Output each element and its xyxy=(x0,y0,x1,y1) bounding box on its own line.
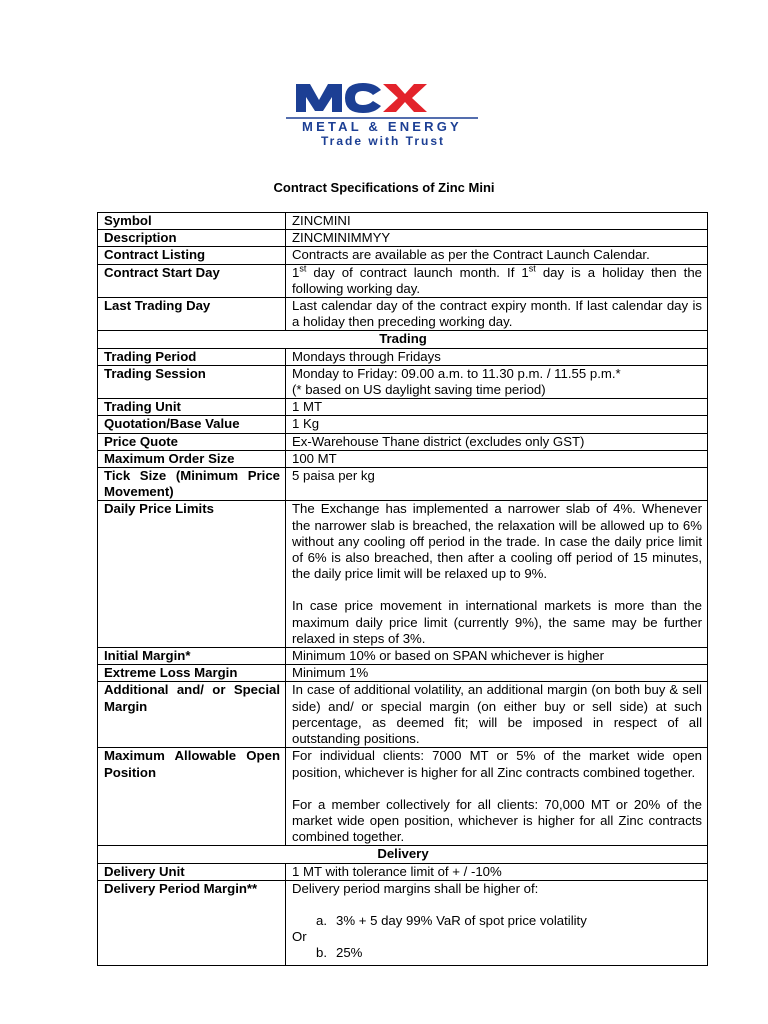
delivery-margin-or: Or xyxy=(292,929,307,945)
value-max-open-position xyxy=(286,748,708,846)
value-daily-price-limits xyxy=(286,501,708,648)
label-additional-special-margin: Additional and/ or Special Margin xyxy=(98,682,286,748)
row-contract-start-day xyxy=(98,264,708,297)
trading-session-hours: Monday to Friday: 09.00 a.m. to 11.30 p.m. / 11.55 p.m.* xyxy=(292,365,621,381)
row-price-quote xyxy=(98,433,708,450)
row-symbol xyxy=(98,213,708,230)
row-delivery-period-margin xyxy=(98,880,708,965)
row-tick-size xyxy=(98,468,708,501)
row-contract-listing xyxy=(98,247,708,264)
delivery-period-margin-intro: Delivery period margins shall be higher of: xyxy=(292,880,539,896)
row-additional-special-margin xyxy=(98,682,708,748)
label-symbol: Symbol xyxy=(98,213,286,230)
mcx-logo xyxy=(283,78,483,150)
label-delivery-period-margin: Delivery Period Margin** xyxy=(98,880,286,965)
label-initial-margin: Initial Margin* xyxy=(98,648,286,665)
row-max-open-position xyxy=(98,748,708,846)
label-contract-start-day: Contract Start Day xyxy=(98,264,286,297)
value-delivery-period-margin xyxy=(286,880,708,965)
value-initial-margin: Minimum 10% or based on SPAN whichever is higher xyxy=(286,648,708,665)
value-description: ZINCMINIMMYY xyxy=(286,230,708,247)
value-trading-period: Mondays through Fridays xyxy=(286,348,708,365)
row-initial-margin xyxy=(98,648,708,665)
daily-price-limits-para-2: In case price movement in international markets is more than the maximum daily price limit (currently 9%), the same may be further relaxed in steps of 3%. xyxy=(292,598,702,646)
row-maximum-order-size xyxy=(98,450,708,467)
label-description: Description xyxy=(98,230,286,247)
label-contract-listing: Contract Listing xyxy=(98,247,286,264)
row-delivery-unit xyxy=(98,863,708,880)
label-quotation-base-value: Quotation/Base Value xyxy=(98,416,286,433)
delivery-margin-option-b: b. 25% xyxy=(316,945,363,961)
logo-metal-energy: METAL & ENERGY xyxy=(302,119,462,134)
label-max-open-position: Maximum Allowable Open Position xyxy=(98,748,286,846)
value-contract-start-day: 1st day of contract launch month. If 1st day is a holiday then the following working day. xyxy=(286,264,708,297)
label-tick-size: Tick Size (Minimum Price Movement) xyxy=(98,468,286,501)
label-maximum-order-size: Maximum Order Size xyxy=(98,450,286,467)
contract-spec-table xyxy=(97,212,708,966)
row-trading-period xyxy=(98,348,708,365)
section-trading xyxy=(98,331,708,348)
label-trading-session: Trading Session xyxy=(98,365,286,398)
row-daily-price-limits xyxy=(98,501,708,648)
value-symbol: ZINCMINI xyxy=(286,213,708,230)
max-open-position-individual: For individual clients: 7000 MT or 5% of the market wide open position, whichever is higher for all Zinc contracts combined together. xyxy=(292,748,702,780)
label-extreme-loss-margin: Extreme Loss Margin xyxy=(98,665,286,682)
row-trading-unit xyxy=(98,399,708,416)
daily-price-limits-para-1: The Exchange has implemented a narrower slab of 4%. Whenever the narrower slab is breached, the relaxation will be allowed up to 6% without any cooling off period in the trade. In case the daily price limit of 6% is also breached, then after a cooling off period of 15 minutes, the daily price limit will be relaxed up to 9%. xyxy=(292,501,702,582)
row-extreme-loss-margin xyxy=(98,665,708,682)
label-trading-unit: Trading Unit xyxy=(98,399,286,416)
value-trading-unit: 1 MT xyxy=(286,399,708,416)
label-daily-price-limits: Daily Price Limits xyxy=(98,501,286,648)
value-contract-listing: Contracts are available as per the Contract Launch Calendar. xyxy=(286,247,708,264)
value-quotation-base-value: 1 Kg xyxy=(286,416,708,433)
max-open-position-member: For a member collectively for all clients: 70,000 MT or 20% of the market wide open position, whichever is higher for all Zinc contracts combined together. xyxy=(292,796,702,845)
value-price-quote: Ex-Warehouse Thane district (excludes only GST) xyxy=(286,433,708,450)
value-trading-session xyxy=(286,365,708,398)
value-last-trading-day: Last calendar day of the contract expiry month. If last calendar day is a holiday then preceding working day. xyxy=(286,298,708,331)
value-maximum-order-size: 100 MT xyxy=(286,450,708,467)
delivery-margin-option-a: a. 3% + 5 day 99% VaR of spot price volatility xyxy=(316,912,587,928)
document-title: Contract Specifications of Zinc Mini xyxy=(273,180,495,195)
logo-tagline: Trade with Trust xyxy=(320,134,446,148)
row-quotation-base-value xyxy=(98,416,708,433)
label-trading-period: Trading Period xyxy=(98,348,286,365)
value-tick-size: 5 paisa per kg xyxy=(286,468,708,501)
section-trading-heading: Trading xyxy=(98,331,708,348)
section-delivery-heading: Delivery xyxy=(98,846,708,863)
value-extreme-loss-margin: Minimum 1% xyxy=(286,665,708,682)
row-description xyxy=(98,230,708,247)
row-trading-session xyxy=(98,365,708,398)
value-additional-special-margin: In case of additional volatility, an additional margin (on both buy & sell side) and/ or special margin (on either buy or sell side) at such percentage, as deemed fit; will be imposed in respect of all outstanding positions. xyxy=(286,682,708,748)
section-delivery xyxy=(98,846,708,863)
trading-session-note: (* based on US daylight saving time period) xyxy=(292,382,546,398)
label-last-trading-day: Last Trading Day xyxy=(98,298,286,331)
label-delivery-unit: Delivery Unit xyxy=(98,863,286,880)
label-price-quote: Price Quote xyxy=(98,433,286,450)
row-last-trading-day xyxy=(98,298,708,331)
value-delivery-unit: 1 MT with tolerance limit of + / -10% xyxy=(286,863,708,880)
